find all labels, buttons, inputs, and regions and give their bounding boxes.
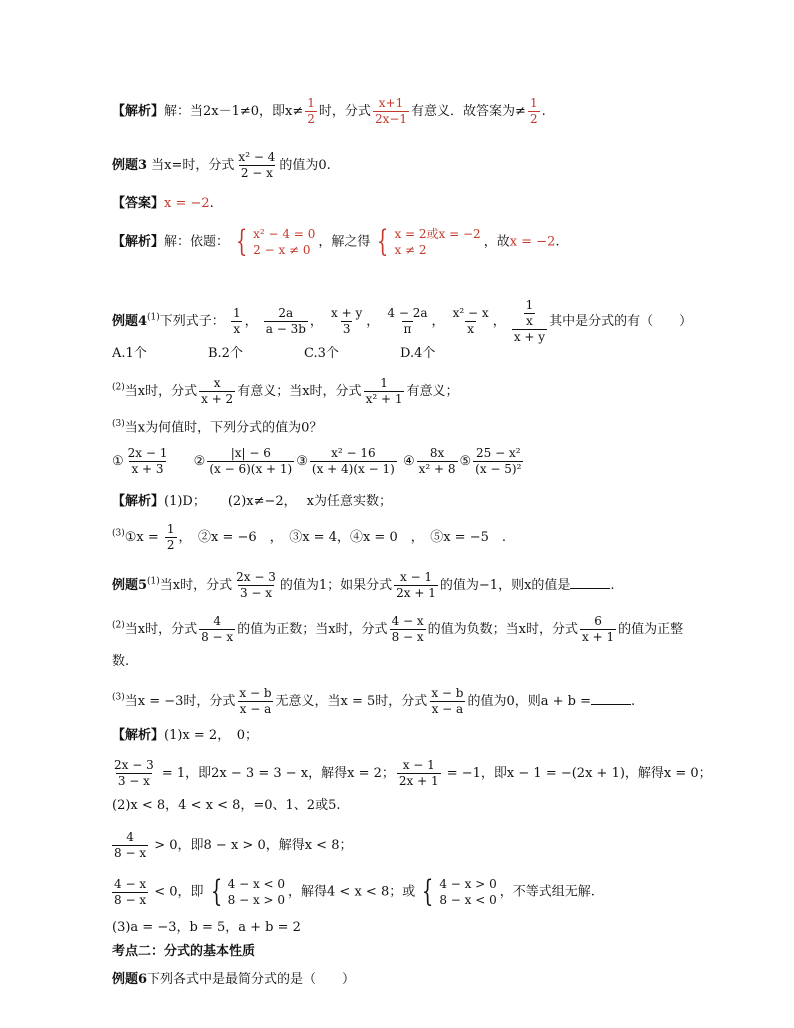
complex-fraction: $\frac{\frac{1}{x}}{x + y}$ xyxy=(513,298,546,344)
fraction: $\frac{x - b}{x - a}$ xyxy=(239,686,272,716)
example-5: 例题5$^{(1)}$当x时，分式 $\frac{2x - 3}{3 - x}$ 的值为1；如果分式 $\frac{x - 1}{2x + 1}$ 的值为−1，则x的值是 . xyxy=(112,570,615,600)
fraction: $\frac{x - b}{x - a}$ xyxy=(431,686,464,716)
fraction: $\frac{1}{\text{x² + 1}}$ xyxy=(365,376,403,406)
inequality-system: { 4 − x > 0 8 − x < 0 xyxy=(422,874,497,909)
fraction: $\frac{4 - x}{8 - x}$ xyxy=(391,614,424,644)
option-c: C.3个 xyxy=(304,346,339,361)
fraction: $\frac{6}{x + 1}$ xyxy=(582,614,615,644)
answer-blank[interactable] xyxy=(591,692,631,705)
fraction: $\frac{x - 1}{2x + 1}$ xyxy=(398,758,439,788)
solution-5-b: (2)x < 8，4 < x < 8，=0、1、2或5. xyxy=(112,798,341,813)
question-5-2-cont: 数. xyxy=(112,654,130,669)
example-3: 例题3 当x=时，分式 $\frac{\text{x² − 4}}{2 - x}$ 的值为0. xyxy=(112,150,331,180)
question-4-3: $^{(3)}$当x为何值时，下列分式的值为0？ xyxy=(112,419,323,436)
question-5-3: $^{(3)}$当x = −3时，分式 $\frac{x - b}{x - a}$ 无意义，当x = 5时，分式 $\frac{x - b}{x - a}$ 的值为0，则a + b = . xyxy=(112,686,636,716)
fraction: $\frac{1}{2}$ xyxy=(529,96,538,126)
fraction: $\frac{\text{x² − 16}}{(x + 4)(x - 1)}$ xyxy=(311,446,395,476)
equation-system: { x² − 4 = 0 2 − x ≠ 0 xyxy=(235,224,316,259)
solution-4: 【解析】(1)D； (2)x≠−2， x为任意实数； xyxy=(112,494,393,509)
option-d: D.4个 xyxy=(400,346,436,361)
example-6: 例题6下列各式中是最简分式的是（ ） xyxy=(112,972,356,987)
fraction: $\frac{1}{x}$ xyxy=(232,306,241,336)
fraction: $\frac{4}{8 - x}$ xyxy=(201,614,234,644)
solution-5-c: $\frac{4}{8 - x}$ > 0，即8 − x > 0，解得x < 8； xyxy=(114,830,353,860)
question-4-3-fractions: ① $\frac{2x - 1}{x + 3}$ ② $\frac{|x| - 6}{(x - 6)(x + 1)}$ ③ $\frac{\text{x² − 16}}{(x + 4)(x - 1)}$ ④ $\frac{8x}{\text{x² + 8}}$ ⑤ $\frac{\text{25 − x²}}{\text{(x − 5)²}}$ xyxy=(112,446,522,476)
fraction: $\frac{2a}{a - 3b}$ xyxy=(265,306,306,336)
solution-5: 【解析】(1)x = 2， 0； xyxy=(112,728,258,743)
equation-system: { x = 2或x = −2 x ≠ 2 xyxy=(377,224,481,259)
fraction: $\frac{2x - 3}{3 - x}$ xyxy=(114,758,154,788)
fraction: $\frac{1}{2}$ xyxy=(166,522,175,552)
inequality-system: { 4 − x < 0 8 − x > 0 xyxy=(210,874,286,909)
option-a: A.1个 xyxy=(112,346,147,361)
question-5-2: $^{(2)}$当x时，分式 $\frac{4}{8 - x}$ 的值为正数；当x时，分式 $\frac{4 - x}{8 - x}$ 的值为负数；当x时，分式 $\frac{6}{x + 1}$ 的值为正整 xyxy=(112,614,684,644)
fraction: $\frac{4 - 2a}{\pi}$ xyxy=(387,306,428,336)
fraction: $\frac{8x}{\text{x² + 8}}$ xyxy=(418,446,456,476)
options-row xyxy=(112,344,734,364)
section-heading: 考点二：分式的基本性质 xyxy=(112,944,256,959)
option-b: B.2个 xyxy=(208,346,243,361)
example-4: 例题4$^{(1)}$下列式子： $\frac{1}{x}$ ， $\frac{2a}{a - 3b}$ ， $\frac{x + y}{3}$ ， $\frac{4 - 2a}{\pi}$ ， $\frac{\text{x² − x}}{x}$ ， $\frac{\frac{1}{x}}{x + y}$ 其中是分式的有（ ） xyxy=(112,298,693,344)
fraction: $\frac{4 - x}{8 - x}$ xyxy=(114,876,147,907)
solution-line-1: 【解析】解：当2x－1≠0，即x≠ $\frac{1}{2}$ 时，分式 $\frac{x+1}{2x-1}$ 有意义．故答案为≠ $\frac{1}{2}$ . xyxy=(112,96,546,126)
solution-4-3: $^{(3)}$①x = $\frac{1}{2}$ ， ②x = −6 ， ③x = 4，④x = 0 ， ⑤x = −5 . xyxy=(112,522,507,552)
solution-5-a: $\frac{2x - 3}{3 - x}$ = 1，即2x − 3 = 3 − x，解得x = 2； $\frac{x - 1}{2x + 1}$ = −1，即x − 1 = −(2x + 1)，解得x = 0； xyxy=(114,758,712,788)
question-4-2: $^{(2)}$当x时，分式 $\frac{x}{x + 2}$ 有意义；当x时，分式 $\frac{1}{\text{x² + 1}}$ 有意义； xyxy=(112,376,459,406)
fraction: $\frac{x + y}{3}$ xyxy=(331,306,363,336)
answer-3: 【答案】x = −2. xyxy=(112,196,214,211)
fraction: $\frac{\text{x² − x}}{x}$ xyxy=(452,306,489,336)
fraction: $\frac{\text{25 − x²}}{\text{(x − 5)²}}$ xyxy=(475,446,522,476)
fraction: $\frac{4}{8 - x}$ xyxy=(114,830,147,860)
fraction: $\frac{2x - 3}{3 - x}$ xyxy=(236,570,276,600)
fraction: $\frac{2x - 1}{x + 3}$ xyxy=(127,446,168,476)
solution-5-d: $\frac{4 - x}{8 - x}$ < 0，即 { 4 − x < 0 8 − x > 0 ，解得4 < x < 8；或 { 4 − x > 0 8 − x < 0 ，不等式组无解. xyxy=(114,874,595,909)
fraction: $\frac{1}{2}$ xyxy=(307,96,315,126)
fraction: $\frac{|x| - 6}{(x - 6)(x + 1)}$ xyxy=(209,446,293,476)
solution-3: 【解析】解：依题： { x² − 4 = 0 2 − x ≠ 0 ，解之得 { x = 2或x = −2 x ≠ 2 ，故x = −2. xyxy=(112,224,560,259)
solution-5-e: (3)a = −3，b = 5，a + b = 2 xyxy=(112,920,301,935)
answer-blank[interactable] xyxy=(570,576,610,589)
fraction: $\frac{x - 1}{2x + 1}$ xyxy=(396,570,436,600)
fraction: $\frac{x}{x + 2}$ xyxy=(201,376,234,406)
fraction: $\frac{\text{x² − 4}}{2 - x}$ xyxy=(238,150,276,180)
fraction: $\frac{x+1}{2x-1}$ xyxy=(374,96,408,126)
